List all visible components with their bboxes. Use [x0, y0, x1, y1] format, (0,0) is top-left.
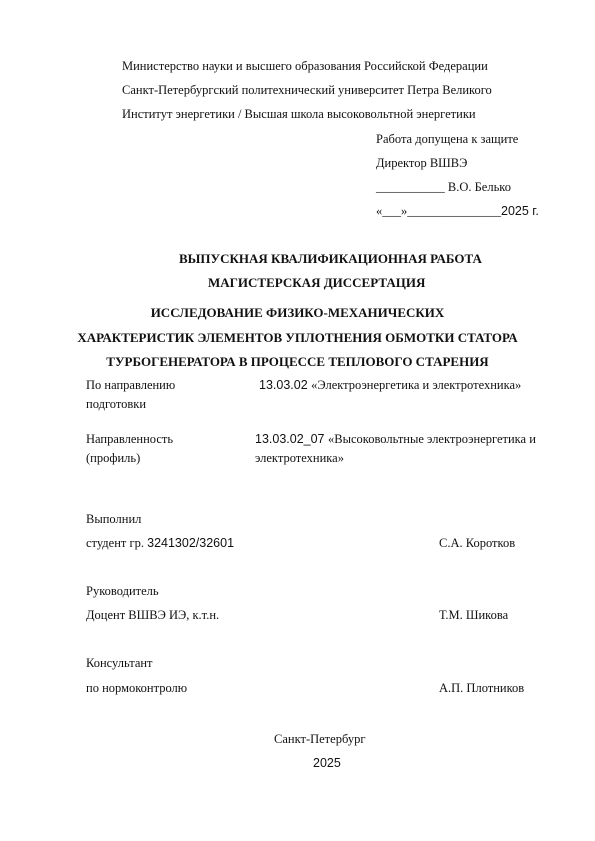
city: Санкт-Петербург	[274, 732, 366, 746]
consultant-name: А.П. Плотников	[439, 681, 525, 695]
direction-label-2: подготовки	[86, 397, 147, 411]
student-name: С.А. Коротков	[439, 536, 516, 550]
profile-label-2: (профиль)	[86, 451, 141, 465]
topic-line-2: ХАРАКТЕРИСТИК ЭЛЕМЕНТОВ УПЛОТНЕНИЯ ОБМОТКИ СТАТОРА	[77, 330, 518, 345]
institute-line: Институт энергетики / Высшая школа высоковольтной энергетики	[122, 107, 476, 121]
supervisor-name: Т.М. Шикова	[439, 608, 509, 622]
performed-label: Выполнил	[86, 512, 142, 526]
approval-date	[376, 203, 539, 219]
student-info	[86, 535, 234, 551]
date-blank: «___»_______________	[376, 204, 501, 218]
director-title: Директор ВШВЭ	[376, 156, 468, 170]
topic-line-3: ТУРБОГЕНЕРАТОРА В ПРОЦЕССЕ ТЕПЛОВОГО СТАРЕНИЯ	[106, 354, 489, 369]
year: 2025	[313, 756, 341, 770]
work-subtype: МАГИСТЕРСКАЯ ДИССЕРТАЦИЯ	[208, 275, 426, 290]
direction-name: «Электроэнергетика и электротехника»	[311, 378, 522, 392]
approval-text: Работа допущена к защите	[376, 132, 519, 146]
student-group: 3241302/32601	[147, 536, 235, 550]
director-signature: ___________ В.О. Белько	[376, 180, 511, 194]
supervisor-label: Руководитель	[86, 584, 159, 598]
consultant-position: по нормоконтролю	[86, 681, 188, 695]
profile-label-1: Направленность	[86, 432, 174, 446]
supervisor-position: Доцент ВШВЭ ИЭ, к.т.н.	[86, 608, 220, 622]
profile-name-2: электротехника»	[255, 451, 344, 465]
profile-value	[255, 431, 536, 447]
topic-line-1: ИССЛЕДОВАНИЕ ФИЗИКО-МЕХАНИЧЕСКИХ	[150, 305, 445, 320]
work-type: ВЫПУСКНАЯ КВАЛИФИКАЦИОННАЯ РАБОТА	[179, 251, 482, 266]
student-prefix: студент гр.	[86, 536, 148, 550]
date-year: 2025 г.	[501, 204, 539, 218]
profile-code: 13.03.02_07	[255, 432, 328, 446]
direction-code: 13.03.02	[259, 378, 312, 392]
direction-value	[259, 377, 521, 393]
consultant-label: Консультант	[86, 656, 153, 670]
university-line: Санкт-Петербургский политехнический университет Петра Великого	[122, 83, 492, 97]
direction-label-1: По направлению	[86, 378, 176, 392]
profile-name-1: «Высоковольтные электроэнергетика и	[328, 432, 536, 446]
ministry-line: Министерство науки и высшего образования Российской Федерации	[122, 59, 488, 73]
